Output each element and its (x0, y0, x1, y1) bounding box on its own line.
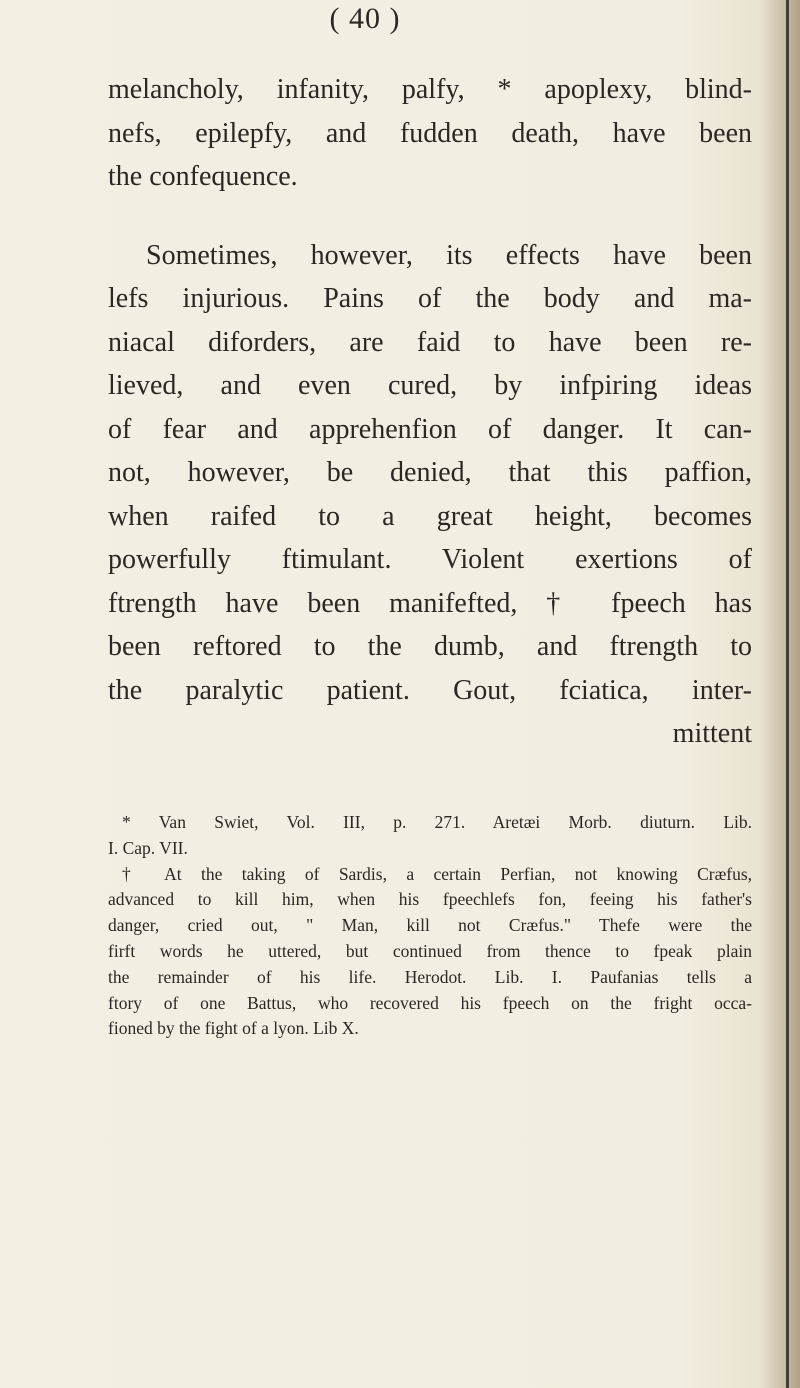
footnote-line: fioned by the fight of a lyon. Lib X. (108, 1018, 359, 1039)
footnotes (108, 810, 752, 1042)
footnote-line: the remainder of his life. Herodot. Lib. I. Paufanias tells a (108, 966, 752, 987)
text-line: Sometimes, however, its effects have been (146, 239, 752, 271)
footnote-line: ftory of one Battus, who recovered his fpeech on the fright occa- (108, 992, 752, 1013)
footnote-line: † At the taking of Sardis, a certain Perfian, not knowing Cræfus, (122, 863, 752, 884)
page-edge-shadow (760, 0, 800, 1388)
footnote-line: firft words he uttered, but continued from thence to fpeak plain (108, 940, 752, 961)
text-line: niacal diforders, are faid to have been re- (108, 326, 752, 358)
text-line: the confequence. (108, 161, 298, 192)
text-line: been reftored to the dumb, and ftrength to (108, 631, 752, 662)
catchword: mittent (672, 718, 752, 749)
footnote-line: I. Cap. VII. (108, 837, 188, 858)
text-line: when raifed to a great height, becomes (108, 500, 752, 532)
footnote-line: advanced to kill him, when his fpeechlefs fon, feeing his father's (108, 889, 752, 910)
paragraph-2 (108, 234, 752, 756)
footnote-line: * Van Swiet, Vol. III, p. 271. Aretæi Morb. diuturn. Lib. (122, 812, 752, 832)
text-line: of fear and apprehenfion of danger. It can- (108, 413, 752, 445)
text-line: the paralytic patient. Gout, fciatica, inter- (108, 674, 752, 706)
text-line: not, however, be denied, that this paffion, (108, 457, 752, 488)
page-border-line (786, 0, 789, 1388)
paragraph-1 (108, 68, 752, 199)
text-line: ftrength have been manifefted, † fpeech has (108, 587, 752, 619)
page-number: ( 40 ) (329, 2, 401, 35)
text-line: lieved, and even cured, by infpiring ideas (108, 370, 752, 401)
text-line: nefs, epilepfy, and fudden death, have been (108, 117, 752, 149)
text-line: melancholy, infanity, palfy, * apoplexy, blind- (108, 74, 752, 105)
text-line: powerfully ftimulant. Violent exertions of (108, 544, 752, 575)
body-text (108, 68, 752, 756)
footnote-line: danger, cried out, " Man, kill not Cræfus." Thefe were the (108, 915, 752, 936)
text-line: lefs injurious. Pains of the body and ma- (108, 283, 752, 314)
